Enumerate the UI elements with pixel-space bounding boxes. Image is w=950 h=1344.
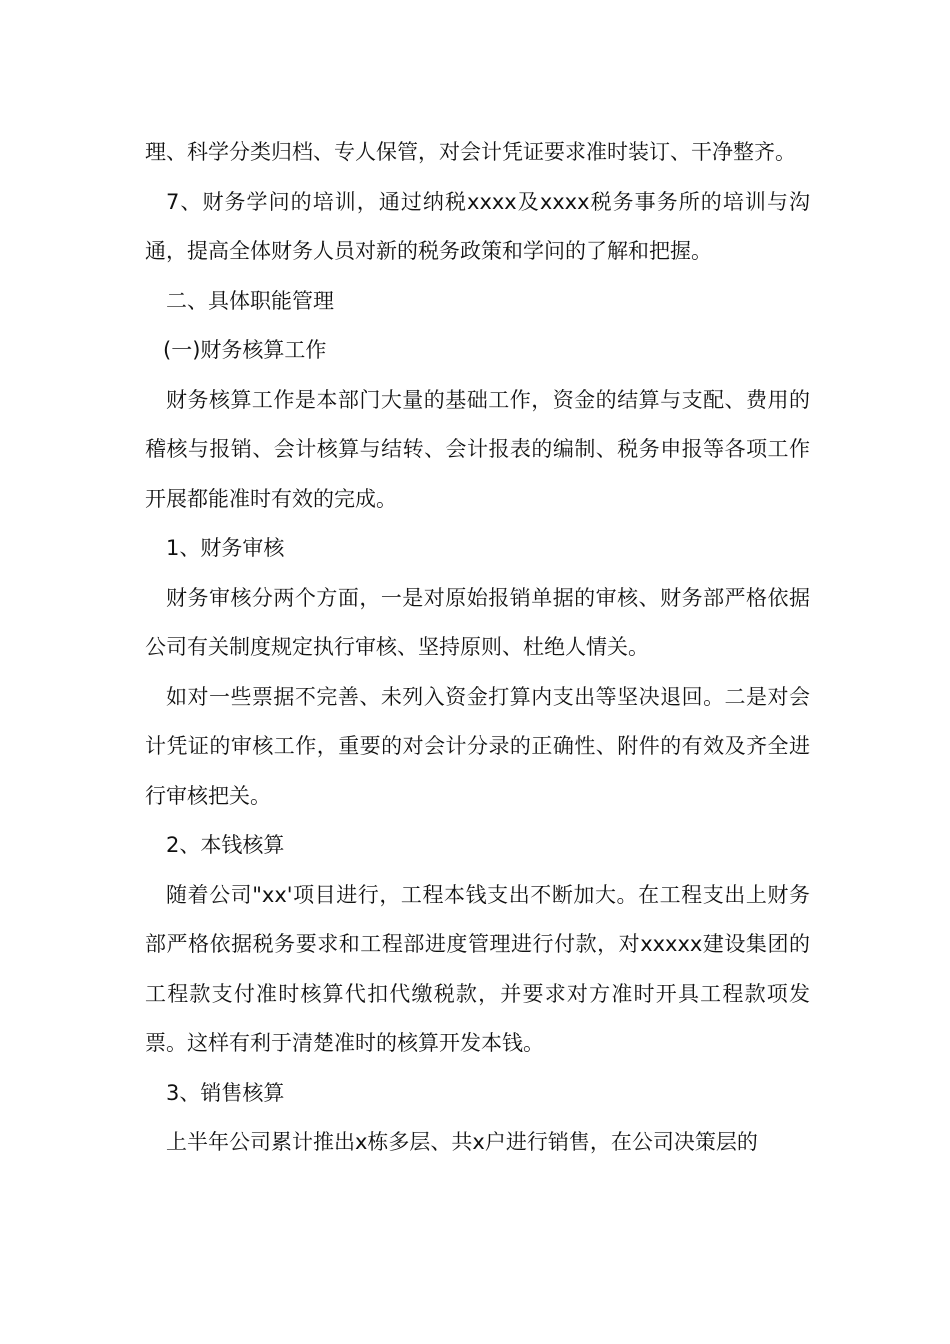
heading-cost-accounting: 2、本钱核算 <box>166 833 285 857</box>
heading-specific-functions: 二、具体职能管理 <box>166 288 334 313</box>
paragraph-audit-details: 如对一些票据不完善、未列入资金打算内支出等坚决退回。二是对会计凭证的审核工作，重要的对会计分录的正确性、附件的有效及齐全进行审核把关。 <box>145 684 810 808</box>
paragraph-archive-management: 理、科学分类归档、专人保管，对会计凭证要求准时装订、干净整齐。 <box>145 140 796 164</box>
paragraph-cost-accounting: 随着公司"xx'项目进行，工程本钱支出不断加大。在工程支出上财务部严格依据税务要求和工程部进度管理进行付款，对xxxxx建设集团的工程款支付准时核算代扣代缴税款，并要求对方准时开具工程款项发票。这样有利于清楚准时的核算开发本钱。 <box>145 882 810 1055</box>
heading-accounting-work: (一)财务核算工作 <box>163 338 327 362</box>
heading-sales-accounting: 3、销售核算 <box>166 1080 285 1105</box>
paragraph-financial-audit: 财务审核分两个方面，一是对原始报销单据的审核、财务部严格依据公司有关制度规定执行审核、坚持原则、杜绝人情关。 <box>145 585 810 659</box>
heading-financial-audit: 1、财务审核 <box>166 536 285 560</box>
document-body <box>145 128 810 1168</box>
paragraph-accounting-work: 财务核算工作是本部门大量的基础工作，资金的结算与支配、费用的稽核与报销、会计核算与结转、会计报表的编制、税务申报等各项工作开展都能准时有效的完成。 <box>145 387 810 511</box>
paragraph-sales-accounting: 上半年公司累计推出x栋多层、共x户进行销售，在公司决策层的 <box>166 1130 758 1154</box>
paragraph-training: 7、财务学问的培训，通过纳税xxxx及xxxx税务事务所的培训与沟通，提高全体财务人员对新的税务政策和学问的了解和把握。 <box>145 189 810 263</box>
